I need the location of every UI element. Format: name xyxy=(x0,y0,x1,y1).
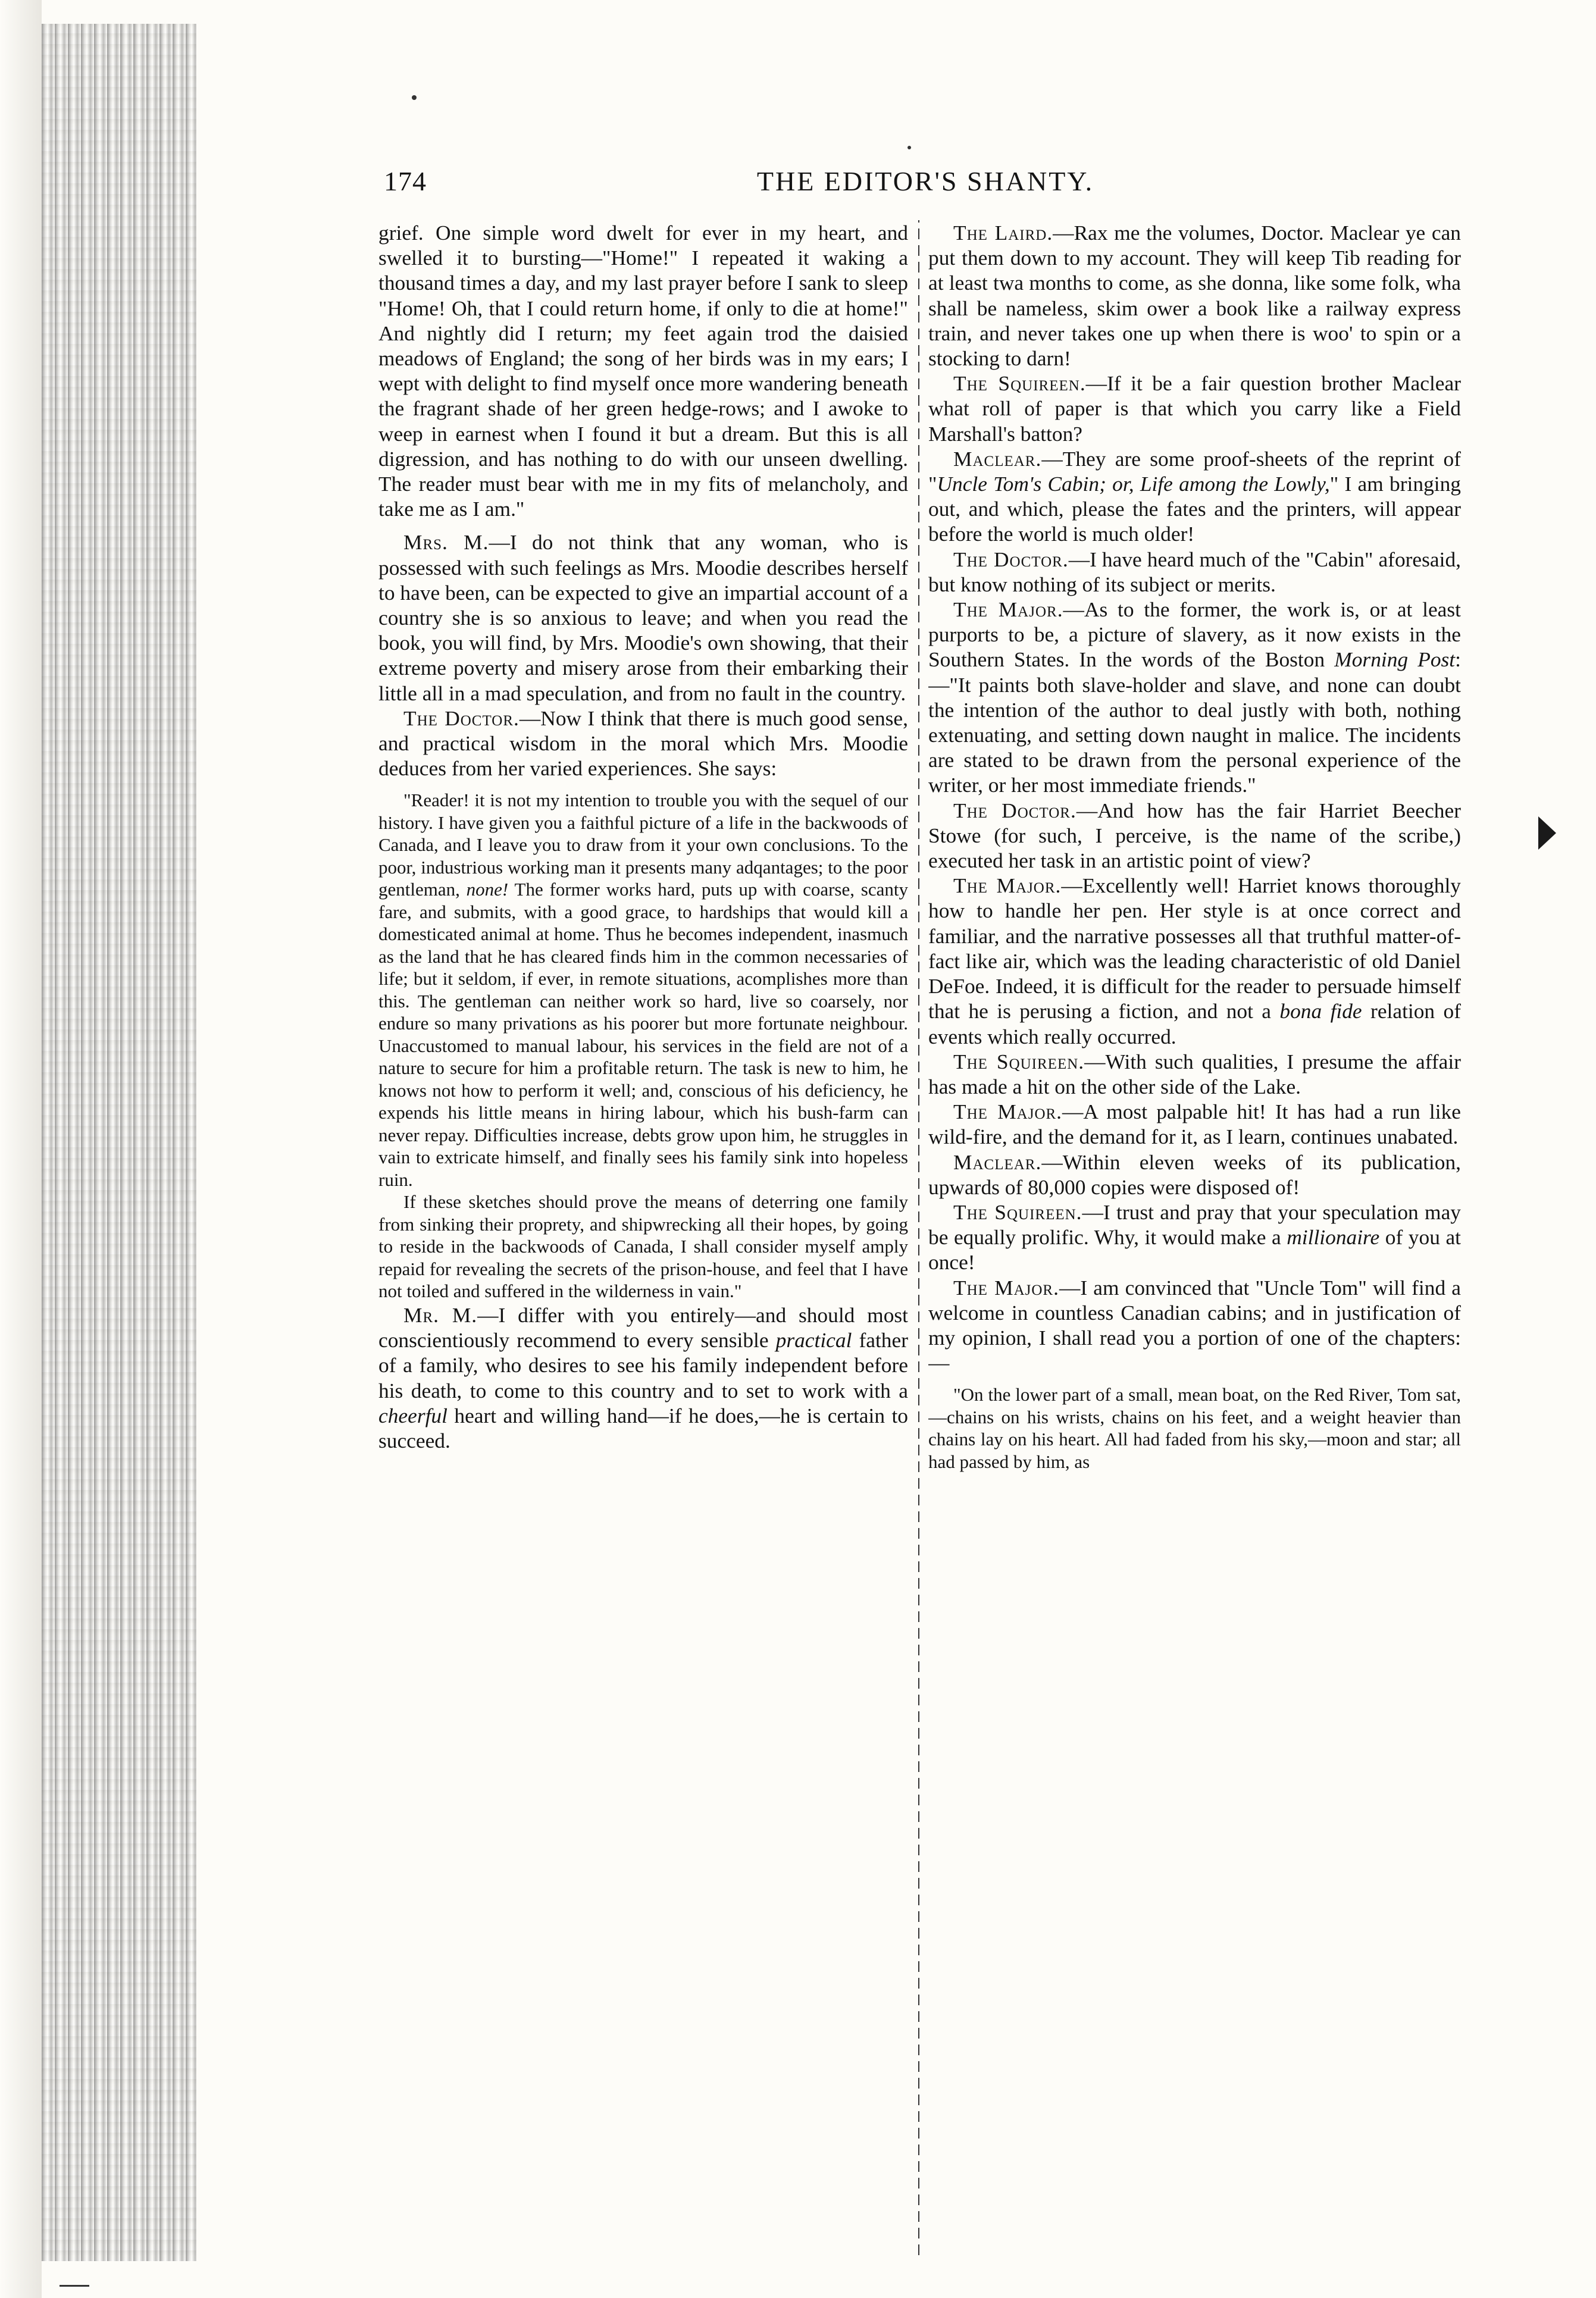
speech-text: —If it be a fair question brother Maclear what roll of paper is that which you carry like a Field Marshall's batton? xyxy=(928,371,1461,446)
speech-text: —They are some proof-sheets of the reprint of " xyxy=(928,446,1461,496)
speaker-name: The Major. xyxy=(953,597,1063,622)
quote-paragraph: If these sketches should prove the means of deterring one family from sinking their proprety, and shipwrecking all their hopes, by going to reside in the backwoods of Canada, I shall consider myself amply repaid for revealing the secrets of the prison-house, and feel that I have not toiled and suffered in the wilderness in vain." xyxy=(378,1191,908,1302)
speaker-name: The Major. xyxy=(953,1100,1063,1124)
paragraph xyxy=(928,1049,1461,1099)
speech-text: of you at once! xyxy=(928,1225,1461,1275)
speaker-name: Mrs. M. xyxy=(403,530,489,555)
paragraph xyxy=(928,220,1461,371)
speaker-name: The Squireen. xyxy=(953,1049,1085,1073)
speech-text: —I differ with you entirely—and should most conscientiously recommend to every sensible xyxy=(378,1303,908,1352)
speaker-name: The Squireen. xyxy=(953,1200,1082,1224)
speech-text: " I am bringing out, and which, please the fates and the printers, will appear before the world is much older! xyxy=(928,472,1461,546)
speech-text: —And how has the fair Harriet Beecher Stowe (for such, I perceive, is the name of the scribe,) executed her task in an artistic point of view? xyxy=(928,798,1461,873)
speech-text: —I am convinced that "Uncle Tom" will find a welcome in countless Canadian cabins; and in justification of my opinion, I shall read you a portion of one of the chapters:— xyxy=(928,1275,1461,1375)
running-header xyxy=(384,165,1467,207)
paragraph xyxy=(378,1303,908,1453)
paragraph xyxy=(928,371,1461,446)
paragraph xyxy=(928,597,1461,798)
paragraph xyxy=(378,706,908,781)
binding-gutter-scan-noise xyxy=(42,24,196,2261)
speech-text: heart and willing hand—if he does,—he is certain to succeed. xyxy=(378,1403,908,1452)
paragraph xyxy=(928,1275,1461,1376)
speaker-name: The Squireen. xyxy=(953,371,1086,396)
speech-text: relation of events which really occurred. xyxy=(928,999,1461,1048)
emphasis: practical xyxy=(775,1328,852,1352)
speaker-name: The Major. xyxy=(953,1275,1059,1300)
speech-text: —I have heard much of the "Cabin" aforesaid, but know nothing of its subject or merits. xyxy=(928,547,1461,596)
speech-text: —A most palpable hit! It has had a run like wild-fire, and the demand for it, as I learn, continues unabated. xyxy=(928,1100,1461,1149)
quote-emphasis: none! xyxy=(466,879,509,900)
speck xyxy=(907,146,911,149)
paragraph xyxy=(378,530,908,705)
quote-paragraph xyxy=(378,789,908,1191)
running-title: THE EDITOR'S SHANTY. xyxy=(756,166,1094,196)
speaker-name: The Doctor. xyxy=(953,798,1076,822)
paragraph xyxy=(928,798,1461,874)
paragraph: grief. One simple word dwelt for ever in my heart, and swelled it to bursting—"Home!" I repeated it waking a thousand times a day, and my last prayer before I sank to sleep "Home! Oh, that I could return home, if only to die at home!" And nightly did I return; my feet again trod the daisied meadows of England; the song of her birds was in my ears; I wept with delight to find myself once more wandering beneath the fragrant shade of her green hedge-rows; and I awoke to weep in earnest when I found it but a dream. But this is all digression, and has nothing to do with our unseen dwelling. The reader must bear with me in my fits of melancholy, and take me as I am." xyxy=(378,221,908,521)
paragraph xyxy=(928,873,1461,1048)
page-edge-shadow xyxy=(0,0,42,2298)
speck xyxy=(412,95,417,100)
speech-text: :—"It paints both slave-holder and slave, and none can doubt the intention of the author to deal justly with both, nothing extenuating, and setting down naught in malice. The incidents are stated to be drawn from the personal experience of the writer, or her most immediate friends." xyxy=(928,647,1461,797)
emphasis: millionaire xyxy=(1287,1225,1380,1250)
speech-text: —As to the former, the work is, or at least purports to be, a picture of slavery, as it now exists in the Southern States. In the words of the Boston xyxy=(928,597,1461,672)
paragraph xyxy=(928,446,1461,547)
paragraph xyxy=(928,547,1461,597)
paragraph xyxy=(928,1150,1461,1200)
quote-paragraph: "On the lower part of a small, mean boat, on the Red River, Tom sat,—chains on his wrists, chains on his feet, and a weight heavier than chains lay on his heart. All had faded from his sky,—moon and star; all had passed by him, as xyxy=(928,1384,1461,1472)
block-quote xyxy=(378,789,908,1303)
newspaper-title: Morning Post xyxy=(1334,647,1456,672)
page-number: 174 xyxy=(384,166,427,196)
emphasis: cheerful xyxy=(378,1403,447,1427)
speech-text: father of a family, who desires to see his family independent before his death, to come to this country and to set to work with a xyxy=(378,1328,908,1402)
speech-text: —Excellently well! Harriet knows thoroughly how to handle her pen. Her style is at once correct and familiar, and the narrative possesses all that truthful matter-of-fact like air, which was the leading characteristic of old Daniel DeFoe. Indeed, it is difficult for the reader to persuade himself that he is perusing a fiction, and not a xyxy=(928,874,1461,1023)
speech-text: —With such qualities, I presume the affair has made a hit on the other side of the Lake. xyxy=(928,1049,1461,1098)
speaker-name: Mr. M. xyxy=(403,1303,478,1327)
speech-text: —Now I think that there is much good sense, and practical wisdom in the moral which Mrs. Moodie deduces from her varied experiences. She says: xyxy=(378,706,908,781)
speaker-name: The Major. xyxy=(953,874,1062,898)
book-title: Uncle Tom's Cabin; or, Life among the Lowly, xyxy=(937,472,1330,496)
page-turn-arrow-icon xyxy=(1538,816,1556,850)
block-quote xyxy=(928,1383,1461,1473)
speech-text: —I trust and pray that your speculation may be equally prolific. Why, it would make a xyxy=(928,1200,1461,1250)
speech-text: —Within eleven weeks of its publication, upwards of 80,000 copies were disposed of! xyxy=(928,1150,1461,1199)
speaker-name: The Doctor. xyxy=(953,547,1069,571)
speech-text: —I do not think that any woman, who is possessed with such feelings as Mrs. Moodie describes herself to have been, can be expected to give an impartial account of a country she is so anxious to leave; and when you read the book, you will find, by Mrs. Moodie's own showing, that their extreme poverty and misery arose from their embarking their little all in a mad speculation, and from no fault in the country. xyxy=(378,530,908,705)
speaker-name: The Doctor. xyxy=(403,706,520,730)
emphasis: bona fide xyxy=(1279,999,1362,1023)
speech-text: —Rax me the volumes, Doctor. Maclear ye can put them down to my account. They will keep Tib reading for at least twa months to come, as she donna, like some folk, wha shall be nameless, skim ower a book like a railway express train, and never takes one up when there is woo' to spin or a stocking to darn! xyxy=(928,221,1461,371)
paragraph xyxy=(928,1200,1461,1275)
left-column xyxy=(378,220,908,2267)
column-divider xyxy=(918,220,919,2255)
quote-text: The former works hard, puts up with coarse, scanty fare, and submits, with a good grace, to hardships that would kill a domesticated animal at home. Thus he becomes independent, inasmuch as the land that he has cleared finds him in the common necessaries of life; but it seldom, if ever, in remote situations, acomplishes more than this. The gentleman can neither work so hard, live so coarsely, nor endure so many privations as his poorer but more fortunate neighbour. Unaccustomed to manual labour, his services in the field are not of a nature to secure for him a profitable return. The task is new to him, he knows not how to perform it well; and, conscious of his deficiency, he expends his little means in hiring labour, which his bush-farm can never repay. Difficulties increase, debts grow upon him, he struggles in vain to extricate himself, and finally sees his family sink into hopeless ruin. xyxy=(378,879,908,1190)
speaker-name: Maclear. xyxy=(953,1150,1042,1174)
crop-mark xyxy=(60,2285,89,2287)
speaker-name: The Laird. xyxy=(953,221,1053,245)
right-column xyxy=(928,220,1461,2267)
speaker-name: Maclear. xyxy=(953,446,1042,471)
paragraph xyxy=(928,1099,1461,1149)
quote-text: "Reader! it is not my intention to trouble you with the sequel of our history. I have given you a faithful picture of a life in the backwoods of Canada, and I leave you to draw from it your own conclusions. To the poor, industrious working man it presents many adqantages; to the poor gentleman, xyxy=(378,790,908,900)
